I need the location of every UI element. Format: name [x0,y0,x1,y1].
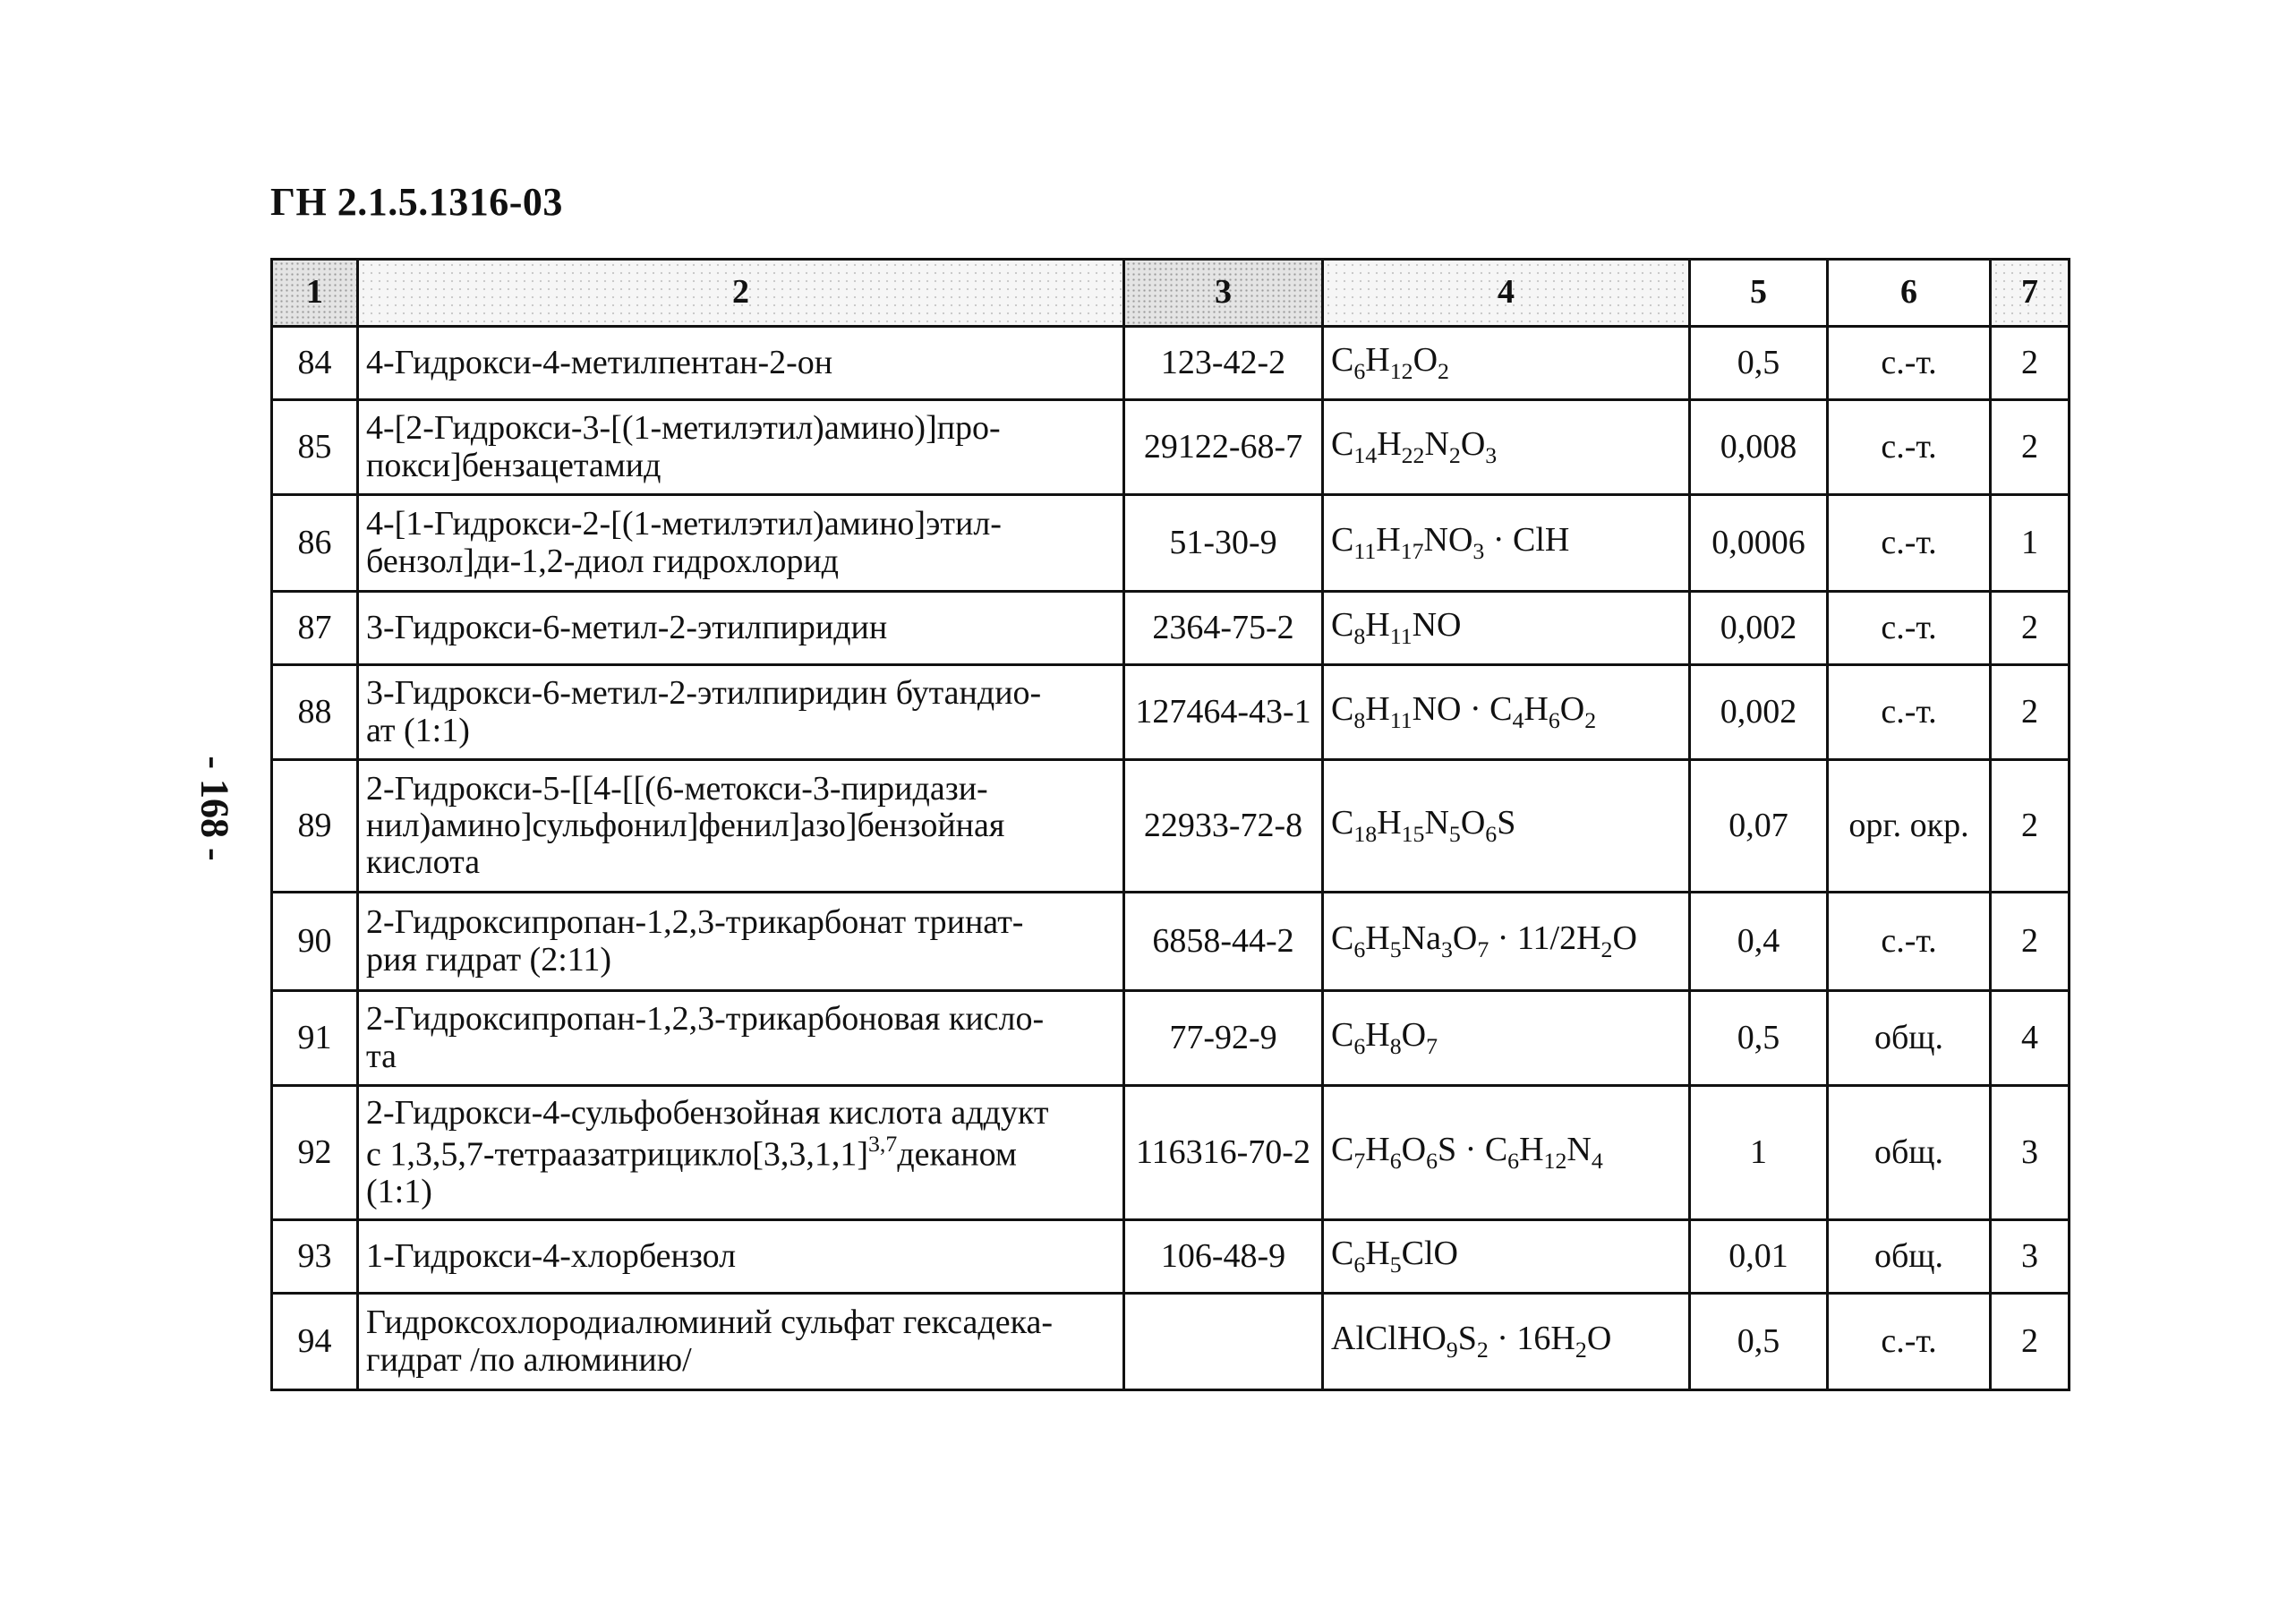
column-header-number: 1 [272,260,358,327]
substance-name-line: Гидроксохлородиалюминий сульфат гексадека- [366,1303,1053,1342]
table-row [272,495,2070,592]
concentration-limit: 1 [1690,1086,1828,1220]
cas-number [1124,1294,1323,1390]
chemical-formula: $C_{11}H_{17}NO_3$ · ClH [1323,495,1690,592]
row-number: 94 [272,1294,358,1390]
hazard-sign: общ. [1828,1086,1991,1220]
substance-name [358,760,1124,893]
concentration-limit: 0,5 [1690,1294,1828,1390]
substance-name-line: 2-Гидроксипропан-1,2,3-трикарбоновая кисло- [366,1000,1045,1039]
hazard-sign: общ. [1828,1220,1991,1294]
chemical-formula: $C_6H_5ClO$ [1323,1220,1690,1294]
concentration-limit: 0,07 [1690,760,1828,893]
hazard-sign: с.-т. [1828,495,1991,592]
substance-name-line: 3-Гидрокси-6-метил-2-этилпиридин бутандио- [366,674,1042,713]
substance-name [358,400,1124,495]
substance-name-line: 2-Гидрокси-4-сульфобензойная кислота аддукт [366,1094,1049,1133]
cas-number: 29122-68-7 [1124,400,1323,495]
cas-number: 116316-70-2 [1124,1086,1323,1220]
row-number: 89 [272,760,358,893]
substance-name-line: (1:1) [366,1172,432,1210]
substance-name [358,592,1124,665]
concentration-limit: 0,5 [1690,327,1828,400]
hazard-sign: с.-т. [1828,592,1991,665]
column-header-cas: 3 [1124,260,1323,327]
cas-number: 77-92-9 [1124,991,1323,1086]
chemical-formula: $C_{14}H_{22}N_2O_3$ [1323,400,1690,495]
hazard-sign: с.-т. [1828,1294,1991,1390]
hazard-class: 2 [1991,1294,2070,1390]
substance-name-line: с $1,3,5,7-тетраазатрицикло[3,3,1,1]^{3,7}деканом$ [366,1131,1017,1174]
substance-name-line: бензол]ди-1,2-диол гидрохлорид [366,542,839,580]
table-row [272,760,2070,893]
substance-name [358,495,1124,592]
hazard-sign: орг. окр. [1828,760,1991,893]
hazard-class: 1 [1991,495,2070,592]
substance-name-line: ат (1:1) [366,711,470,749]
chemical-formula: $AlClHO_9S_2 \cdot 16H_2O$ [1323,1294,1690,1390]
chemical-formula: $C_6H_8O_7$ [1323,991,1690,1086]
row-number: 88 [272,665,358,760]
chemical-formula: $C_6H_{12}O_2$ [1323,327,1690,400]
substance-name-line: кислота [366,843,481,882]
concentration-limit: 0,0006 [1690,495,1828,592]
hazard-sign: с.-т. [1828,665,1991,760]
concentration-limit: 0,01 [1690,1220,1828,1294]
substance-name [358,1086,1124,1220]
hazard-sign: с.-т. [1828,400,1991,495]
substance-name [358,1220,1124,1294]
substance-name [358,665,1124,760]
hazard-sign: общ. [1828,991,1991,1086]
row-number: 84 [272,327,358,400]
substance-name [358,327,1124,400]
chemical-formula: $C_{18}H_{15}N_5O_6S$ [1323,760,1690,893]
table-row [272,1220,2070,1294]
table-row [272,1086,2070,1220]
substance-name-line: та [366,1037,397,1075]
chemical-formula: $C_7H_6O_6S \cdot C_6H_{12}N_4$ [1323,1086,1690,1220]
substance-name-line: 2-Гидроксипропан-1,2,3-трикарбонат тринат- [366,903,1024,942]
cas-number: 22933-72-8 [1124,760,1323,893]
substance-name-line: 3-Гидрокси-6-метил-2-этилпиридин [366,608,888,646]
column-header-hazard-class: 7 [1991,260,2070,327]
table-row [272,893,2070,991]
hazard-class: 3 [1991,1220,2070,1294]
concentration-limit: 0,008 [1690,400,1828,495]
hazard-class: 2 [1991,760,2070,893]
hazard-class: 2 [1991,893,2070,991]
hazard-class: 2 [1991,592,2070,665]
substance-name-line: покси]бензацетамид [366,446,661,484]
row-number: 87 [272,592,358,665]
header-row [272,260,2070,327]
substance-name [358,893,1124,991]
hazard-sign: с.-т. [1828,893,1991,991]
substance-name-line: 1-Гидрокси-4-хлорбензол [366,1236,737,1275]
substances-table [270,258,2070,1391]
concentration-limit: 0,5 [1690,991,1828,1086]
concentration-limit: 0,002 [1690,592,1828,665]
chemical-formula: $C_8H_{11}NO$ [1323,592,1690,665]
row-number: 93 [272,1220,358,1294]
table-row [272,592,2070,665]
table-row [272,327,2070,400]
table-row [272,991,2070,1086]
document-code: ГН 2.1.5.1316-03 [270,180,563,224]
substance-name-line: гидрат /по алюминию/ [366,1340,692,1379]
concentration-limit: 0,4 [1690,893,1828,991]
table-row [272,400,2070,495]
cas-number: 6858-44-2 [1124,893,1323,991]
cas-number: 51-30-9 [1124,495,1323,592]
table-row [272,1294,2070,1390]
hazard-class: 2 [1991,327,2070,400]
concentration-limit: 0,002 [1690,665,1828,760]
substance-name-line: нил)амино]сульфонил]фенил]азо]бензойная [366,806,1005,844]
table-body [272,327,2070,1390]
substance-name-line: рия гидрат (2:11) [366,940,612,979]
chemical-formula: $C_8H_{11}NO \cdot C_4H_6O_2$ [1323,665,1690,760]
substance-name-line: 4-[1-Гидрокси-2-[(1-метилэтил)амино]этил- [366,505,1002,543]
chemical-formula: $C_6H_5Na_3O_7 \cdot 11/2H_2O$ [1323,893,1690,991]
cas-number: 2364-75-2 [1124,592,1323,665]
row-number: 85 [272,400,358,495]
column-header-hazard-sign: 6 [1828,260,1991,327]
cas-number: 127464-43-1 [1124,665,1323,760]
cas-number: 123-42-2 [1124,327,1323,400]
column-header-name: 2 [358,260,1124,327]
substance-name [358,1294,1124,1390]
hazard-class: 4 [1991,991,2070,1086]
hazard-class: 2 [1991,665,2070,760]
hazard-sign: с.-т. [1828,327,1991,400]
substance-name [358,991,1124,1086]
row-number: 92 [272,1086,358,1220]
hazard-class: 3 [1991,1086,2070,1220]
substance-name-line: 4-Гидрокси-4-метилпентан-2-он [366,343,833,381]
substance-name-line: 2-Гидрокси-5-[[4-[[(6-метокси-3-пиридази- [366,769,988,808]
row-number: 90 [272,893,358,991]
row-number: 91 [272,991,358,1086]
hazard-class: 2 [1991,400,2070,495]
table-row [272,665,2070,760]
column-header-limit: 5 [1690,260,1828,327]
cas-number: 106-48-9 [1124,1220,1323,1294]
row-number: 86 [272,495,358,592]
page-number: - 168 - [192,756,237,861]
column-header-formula: 4 [1323,260,1690,327]
substance-name-line: 4-[2-Гидрокси-3-[(1-метилэтил)амино)]про- [366,409,1001,448]
